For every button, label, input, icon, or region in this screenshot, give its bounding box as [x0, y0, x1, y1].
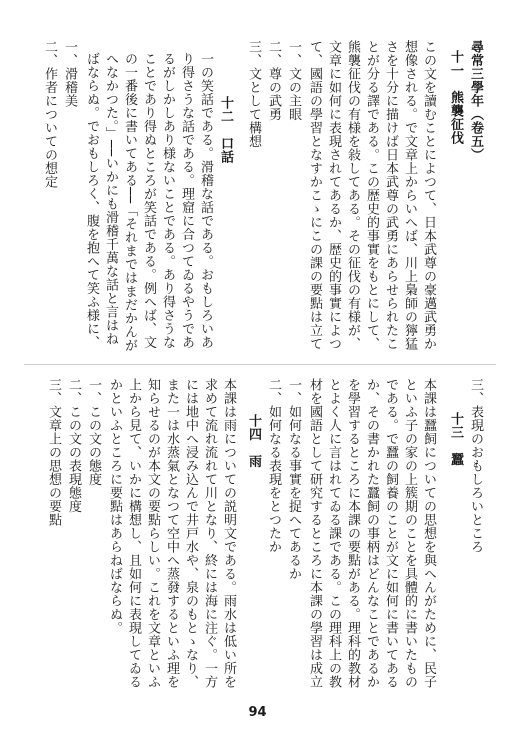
lesson-13-body: 本課は蠶飼についての思想を與へんがために、民子といふ子の家の上簇期のことを具體的に書いたものである。で蠶の飼養のことが文に如何に書いてあるか、その書かれた蠶飼の事柄はどんなことであるかを學習するところに本課の要點がある。理科的教材とよく人に言はれてゐる課である。この理科上の教材を國語として研究するところに本課の學習は成立	[307, 378, 436, 689]
lesson-14-item-2: 二、この文の表現態度	[66, 378, 81, 513]
lesson-14-item-3: 三、文章上の思想の要點	[46, 378, 61, 527]
lesson-13-title: 十三 蠶	[448, 412, 463, 466]
lesson-11-item-2: 二、尊の武勇	[266, 40, 281, 121]
lesson-11-item-1: 一、文の主眼	[286, 40, 301, 121]
lesson-11-title: 十一 熊襲征伐	[448, 50, 463, 145]
lesson-12-item-2: 二、作者についての想定	[42, 40, 57, 189]
page-number: 94	[248, 705, 267, 720]
lesson-13-item-2: 二、如何なる表現をとつたか	[266, 378, 281, 554]
lesson-14-item-1: 一、この文の態度	[86, 378, 101, 486]
section-divider	[24, 364, 496, 365]
lesson-12-item-3: 三、表現のおもしろいところ	[468, 378, 483, 554]
lesson-12-title: 十二 口話	[218, 96, 233, 164]
lesson-14-body: 本課は雨についての説明文である。雨水は低い所を求めて流れ流れて川となり、終には海に注ぐ。一方には地中へ浸み込んで井戸水や、泉のもとゝなり、また一は水蒸氣となつて空中へ蒸發するといふ理を知らせるのが本文の要點らしい。これを文章といふ上から見て、いかに構想し、且如何に表現してゐるかといふところに要點はあらねばならぬ。	[107, 378, 236, 689]
lesson-11-item-3: 三、文として構想	[246, 40, 261, 148]
lesson-11-body: この文を讀むことによつて、日本武尊の豪邁武勇か想像される。で文章上からいへば、川上梟師の獰猛さを十分に描けば日本武尊の武勇にあらせられたことが分る譯である。この歴史的事實をもとにして、熊襲征伐の有様を敍してある。その征伐の有様が、文章に如何に表現されてあるか、歴史的事實によつて、國語の學習となすかこゝにこの課の要點は立て	[307, 40, 436, 351]
lesson-12-item-1: 一、滑稽美	[62, 40, 77, 108]
running-header: 尋常三學年（卷五）	[468, 40, 483, 162]
lesson-13-item-1: 一、如何なる事實を捉へてあるか	[286, 378, 301, 581]
lesson-14-title: 十四 雨	[246, 414, 261, 468]
lesson-12-body: 一の笑話である。滑稽な話である。おもしろいあり得さうな話である。理窟に合つてゐるやうであるがしかしあり様ないことである。あり得さうなことであり得ぬところが笑話である。例へば、文の一番後に書いてある──「それまではまだかんがへなかつた。」──いかにも滑稽千萬な話と言はねばならぬ。でおもしろく、腹を抱へて笑ふ様に、	[84, 52, 213, 353]
